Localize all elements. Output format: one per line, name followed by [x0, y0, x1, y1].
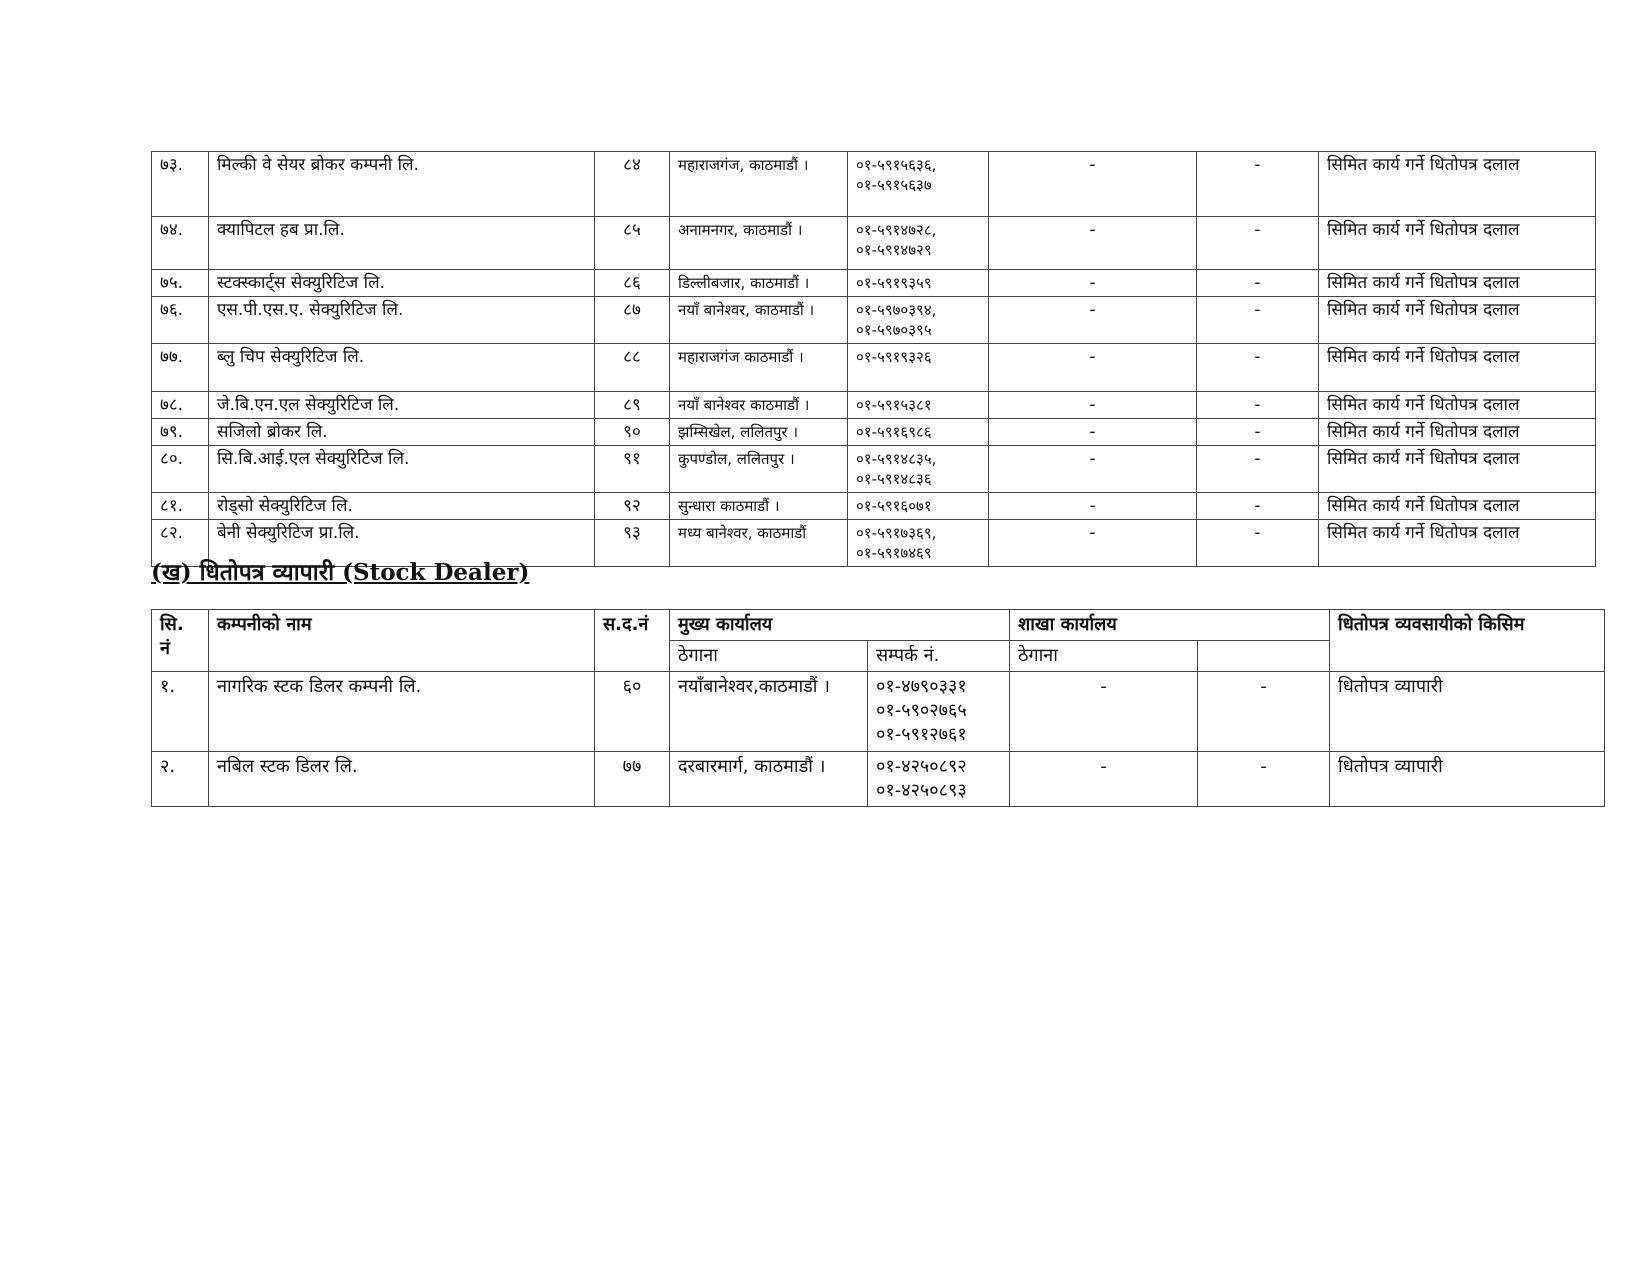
registration-number: ८८	[595, 344, 670, 392]
head-office-address: मध्य बानेश्वर, काठमाडौं	[670, 520, 848, 567]
branch-address: -	[989, 493, 1197, 520]
serial-number: ७६.	[152, 297, 209, 344]
branch-address: -	[989, 419, 1197, 446]
serial-number: ७७.	[152, 344, 209, 392]
header-registration-number: स.द.नं	[595, 610, 670, 672]
dealer-header-row	[152, 610, 1605, 641]
head-office-address: कुपण्डोल, ललितपुर ।	[670, 446, 848, 493]
registration-number: ७७	[595, 752, 670, 807]
serial-number: ७९.	[152, 419, 209, 446]
business-type: सिमित कार्य गर्ने धितोपत्र दलाल	[1319, 392, 1596, 419]
phone-number: ०१-५९१५६३६,	[856, 156, 937, 174]
serial-number: १.	[152, 672, 209, 752]
head-office-address: नयाँबानेश्वर,काठमाडौं ।	[670, 672, 868, 752]
branch-phone: -	[1197, 152, 1319, 217]
header-serial-number: सि. नं	[152, 610, 209, 672]
head-office-address: डिल्लीबजार, काठमाडौं ।	[670, 270, 848, 297]
company-name: रोड्सो सेक्युरिटिज लि.	[209, 493, 595, 520]
contact-number	[848, 419, 989, 446]
broker-row	[152, 217, 1596, 270]
business-type: सिमित कार्य गर्ने धितोपत्र दलाल	[1319, 493, 1596, 520]
broker-row	[152, 419, 1596, 446]
head-office-address: अनामनगर, काठमाडौं ।	[670, 217, 848, 270]
branch-phone: -	[1198, 672, 1330, 752]
branch-phone: -	[1197, 217, 1319, 270]
contact-number	[868, 672, 1010, 752]
phone-number: ०१-५९१६९८६	[856, 423, 932, 441]
business-type: सिमित कार्य गर्ने धितोपत्र दलाल	[1319, 446, 1596, 493]
business-type: सिमित कार्य गर्ने धितोपत्र दलाल	[1319, 520, 1596, 567]
branch-address: -	[989, 392, 1197, 419]
phone-number: ०१-५९७०३९४,	[856, 301, 937, 319]
company-name: बेनी सेक्युरिटिज प्रा.लि.	[209, 520, 595, 567]
company-name: ब्लु चिप सेक्युरिटिज लि.	[209, 344, 595, 392]
broker-row	[152, 392, 1596, 419]
serial-number: ७४.	[152, 217, 209, 270]
broker-row	[152, 344, 1596, 392]
head-office-address: नयाँ बानेश्वर, काठमाडौं ।	[670, 297, 848, 344]
business-type: सिमित कार्य गर्ने धितोपत्र दलाल	[1319, 270, 1596, 297]
company-name: नबिल स्टक डिलर लि.	[209, 752, 595, 807]
broker-row	[152, 270, 1596, 297]
header-company-name: कम्पनीको नाम	[209, 610, 595, 672]
registration-number: ९३	[595, 520, 670, 567]
stock-dealer-heading: (ख) धितोपत्र व्यापारी (Stock Dealer)	[151, 559, 530, 586]
branch-address: -	[989, 297, 1197, 344]
company-name: जे.बि.एन.एल सेक्युरिटिज लि.	[209, 392, 595, 419]
broker-row	[152, 493, 1596, 520]
contact-number	[848, 152, 989, 217]
branch-phone: -	[1198, 752, 1330, 807]
phone-number: ०१-४२५०८९३	[876, 780, 967, 801]
branch-phone: -	[1197, 493, 1319, 520]
branch-address: -	[989, 520, 1197, 567]
branch-phone: -	[1197, 419, 1319, 446]
phone-number: ०१-५९१५३८१	[856, 396, 932, 414]
registration-number: ८७	[595, 297, 670, 344]
header-branch-office: शाखा कार्यालय	[1010, 610, 1330, 641]
phone-number: ०१-४२५०८९२	[876, 756, 967, 777]
company-name: एस.पी.एस.ए. सेक्युरिटिज लि.	[209, 297, 595, 344]
business-type: धितोपत्र व्यापारी	[1330, 672, 1605, 752]
registration-number: ९१	[595, 446, 670, 493]
phone-number: ०१-५९१९३५९	[856, 274, 932, 292]
phone-number: ०१-४७९०३३१	[876, 676, 967, 697]
dealer-row	[152, 752, 1605, 807]
branch-address: -	[989, 344, 1197, 392]
serial-number: ८२.	[152, 520, 209, 567]
contact-number	[848, 297, 989, 344]
contact-number	[848, 493, 989, 520]
header-branch-address: ठेगाना	[1010, 641, 1198, 672]
registration-number: ८६	[595, 270, 670, 297]
contact-number	[848, 392, 989, 419]
header-branch-blank	[1198, 641, 1330, 672]
phone-number: ०१-५९१७४६९	[856, 544, 932, 562]
broker-row	[152, 297, 1596, 344]
registration-number: ९२	[595, 493, 670, 520]
serial-number: ७५.	[152, 270, 209, 297]
phone-number: ०१-५९१६०७१	[856, 497, 932, 515]
header-head-office: मुख्य कार्यालय	[670, 610, 1010, 641]
registration-number: ८४	[595, 152, 670, 217]
contact-number	[848, 520, 989, 567]
branch-phone: -	[1197, 520, 1319, 567]
branch-address: -	[1010, 752, 1198, 807]
head-office-address: सुन्धारा काठमाडौं ।	[670, 493, 848, 520]
head-office-address: महाराजगंज, काठमाडौं ।	[670, 152, 848, 217]
phone-number: ०१-५९१४८३६	[856, 470, 932, 488]
branch-address: -	[989, 270, 1197, 297]
registration-number: ८९	[595, 392, 670, 419]
branch-phone: -	[1197, 344, 1319, 392]
branch-address: -	[989, 217, 1197, 270]
business-type: सिमित कार्य गर्ने धितोपत्र दलाल	[1319, 297, 1596, 344]
serial-number: ८०.	[152, 446, 209, 493]
stock-broker-table	[151, 151, 1596, 567]
broker-row	[152, 152, 1596, 217]
registration-number: ८५	[595, 217, 670, 270]
business-type: सिमित कार्य गर्ने धितोपत्र दलाल	[1319, 344, 1596, 392]
header-head-address: ठेगाना	[670, 641, 868, 672]
phone-number: ०१-५९७०३९५	[856, 321, 932, 339]
company-name: सि.बि.आई.एल सेक्युरिटिज लि.	[209, 446, 595, 493]
phone-number: ०१-५९१४७२९	[856, 241, 932, 259]
head-office-address: झम्सिखेल, ललितपुर ।	[670, 419, 848, 446]
branch-phone: -	[1197, 270, 1319, 297]
head-office-address: महाराजगंज काठमाडौं ।	[670, 344, 848, 392]
serial-number: २.	[152, 752, 209, 807]
branch-address: -	[1010, 672, 1198, 752]
registration-number: ९०	[595, 419, 670, 446]
branch-address: -	[989, 152, 1197, 217]
company-name: मिल्की वे सेयर ब्रोकर कम्पनी लि.	[209, 152, 595, 217]
phone-number: ०१-५९१७३६९,	[856, 524, 937, 542]
company-name: सजिलो ब्रोकर लि.	[209, 419, 595, 446]
broker-row	[152, 446, 1596, 493]
branch-phone: -	[1197, 446, 1319, 493]
company-name: नागरिक स्टक डिलर कम्पनी लि.	[209, 672, 595, 752]
company-name: क्यापिटल हब प्रा.लि.	[209, 217, 595, 270]
branch-phone: -	[1197, 297, 1319, 344]
phone-number: ०१-५९१४८३५,	[856, 450, 937, 468]
branch-phone: -	[1197, 392, 1319, 419]
contact-number	[848, 446, 989, 493]
stock-dealer-table	[151, 609, 1605, 807]
phone-number: ०१-५९१५६३७	[856, 176, 932, 194]
header-head-phone: सम्पर्क नं.	[868, 641, 1010, 672]
head-office-address: नयाँ बानेश्वर काठमाडौं ।	[670, 392, 848, 419]
contact-number	[848, 270, 989, 297]
contact-number	[848, 217, 989, 270]
serial-number: ७८.	[152, 392, 209, 419]
phone-number: ०१-५९१४७२८,	[856, 221, 937, 239]
business-type: धितोपत्र व्यापारी	[1330, 752, 1605, 807]
business-type: सिमित कार्य गर्ने धितोपत्र दलाल	[1319, 217, 1596, 270]
contact-number	[868, 752, 1010, 807]
serial-number: ७३.	[152, 152, 209, 217]
registration-number: ६०	[595, 672, 670, 752]
branch-address: -	[989, 446, 1197, 493]
serial-number: ८१.	[152, 493, 209, 520]
dealer-row	[152, 672, 1605, 752]
business-type: सिमित कार्य गर्ने धितोपत्र दलाल	[1319, 419, 1596, 446]
head-office-address: दरबारमार्ग, काठमाडौं ।	[670, 752, 868, 807]
company-name: स्टक्स्कार्ट्स सेक्युरिटिज लि.	[209, 270, 595, 297]
contact-number	[848, 344, 989, 392]
business-type: सिमित कार्य गर्ने धितोपत्र दलाल	[1319, 152, 1596, 217]
header-business-type: धितोपत्र व्यवसायीको किसिम	[1330, 610, 1605, 672]
phone-number: ०१-५९०२७६५	[876, 700, 967, 721]
phone-number: ०१-५९१२७६१	[876, 724, 967, 745]
phone-number: ०१-५९१९३२६	[856, 348, 932, 366]
